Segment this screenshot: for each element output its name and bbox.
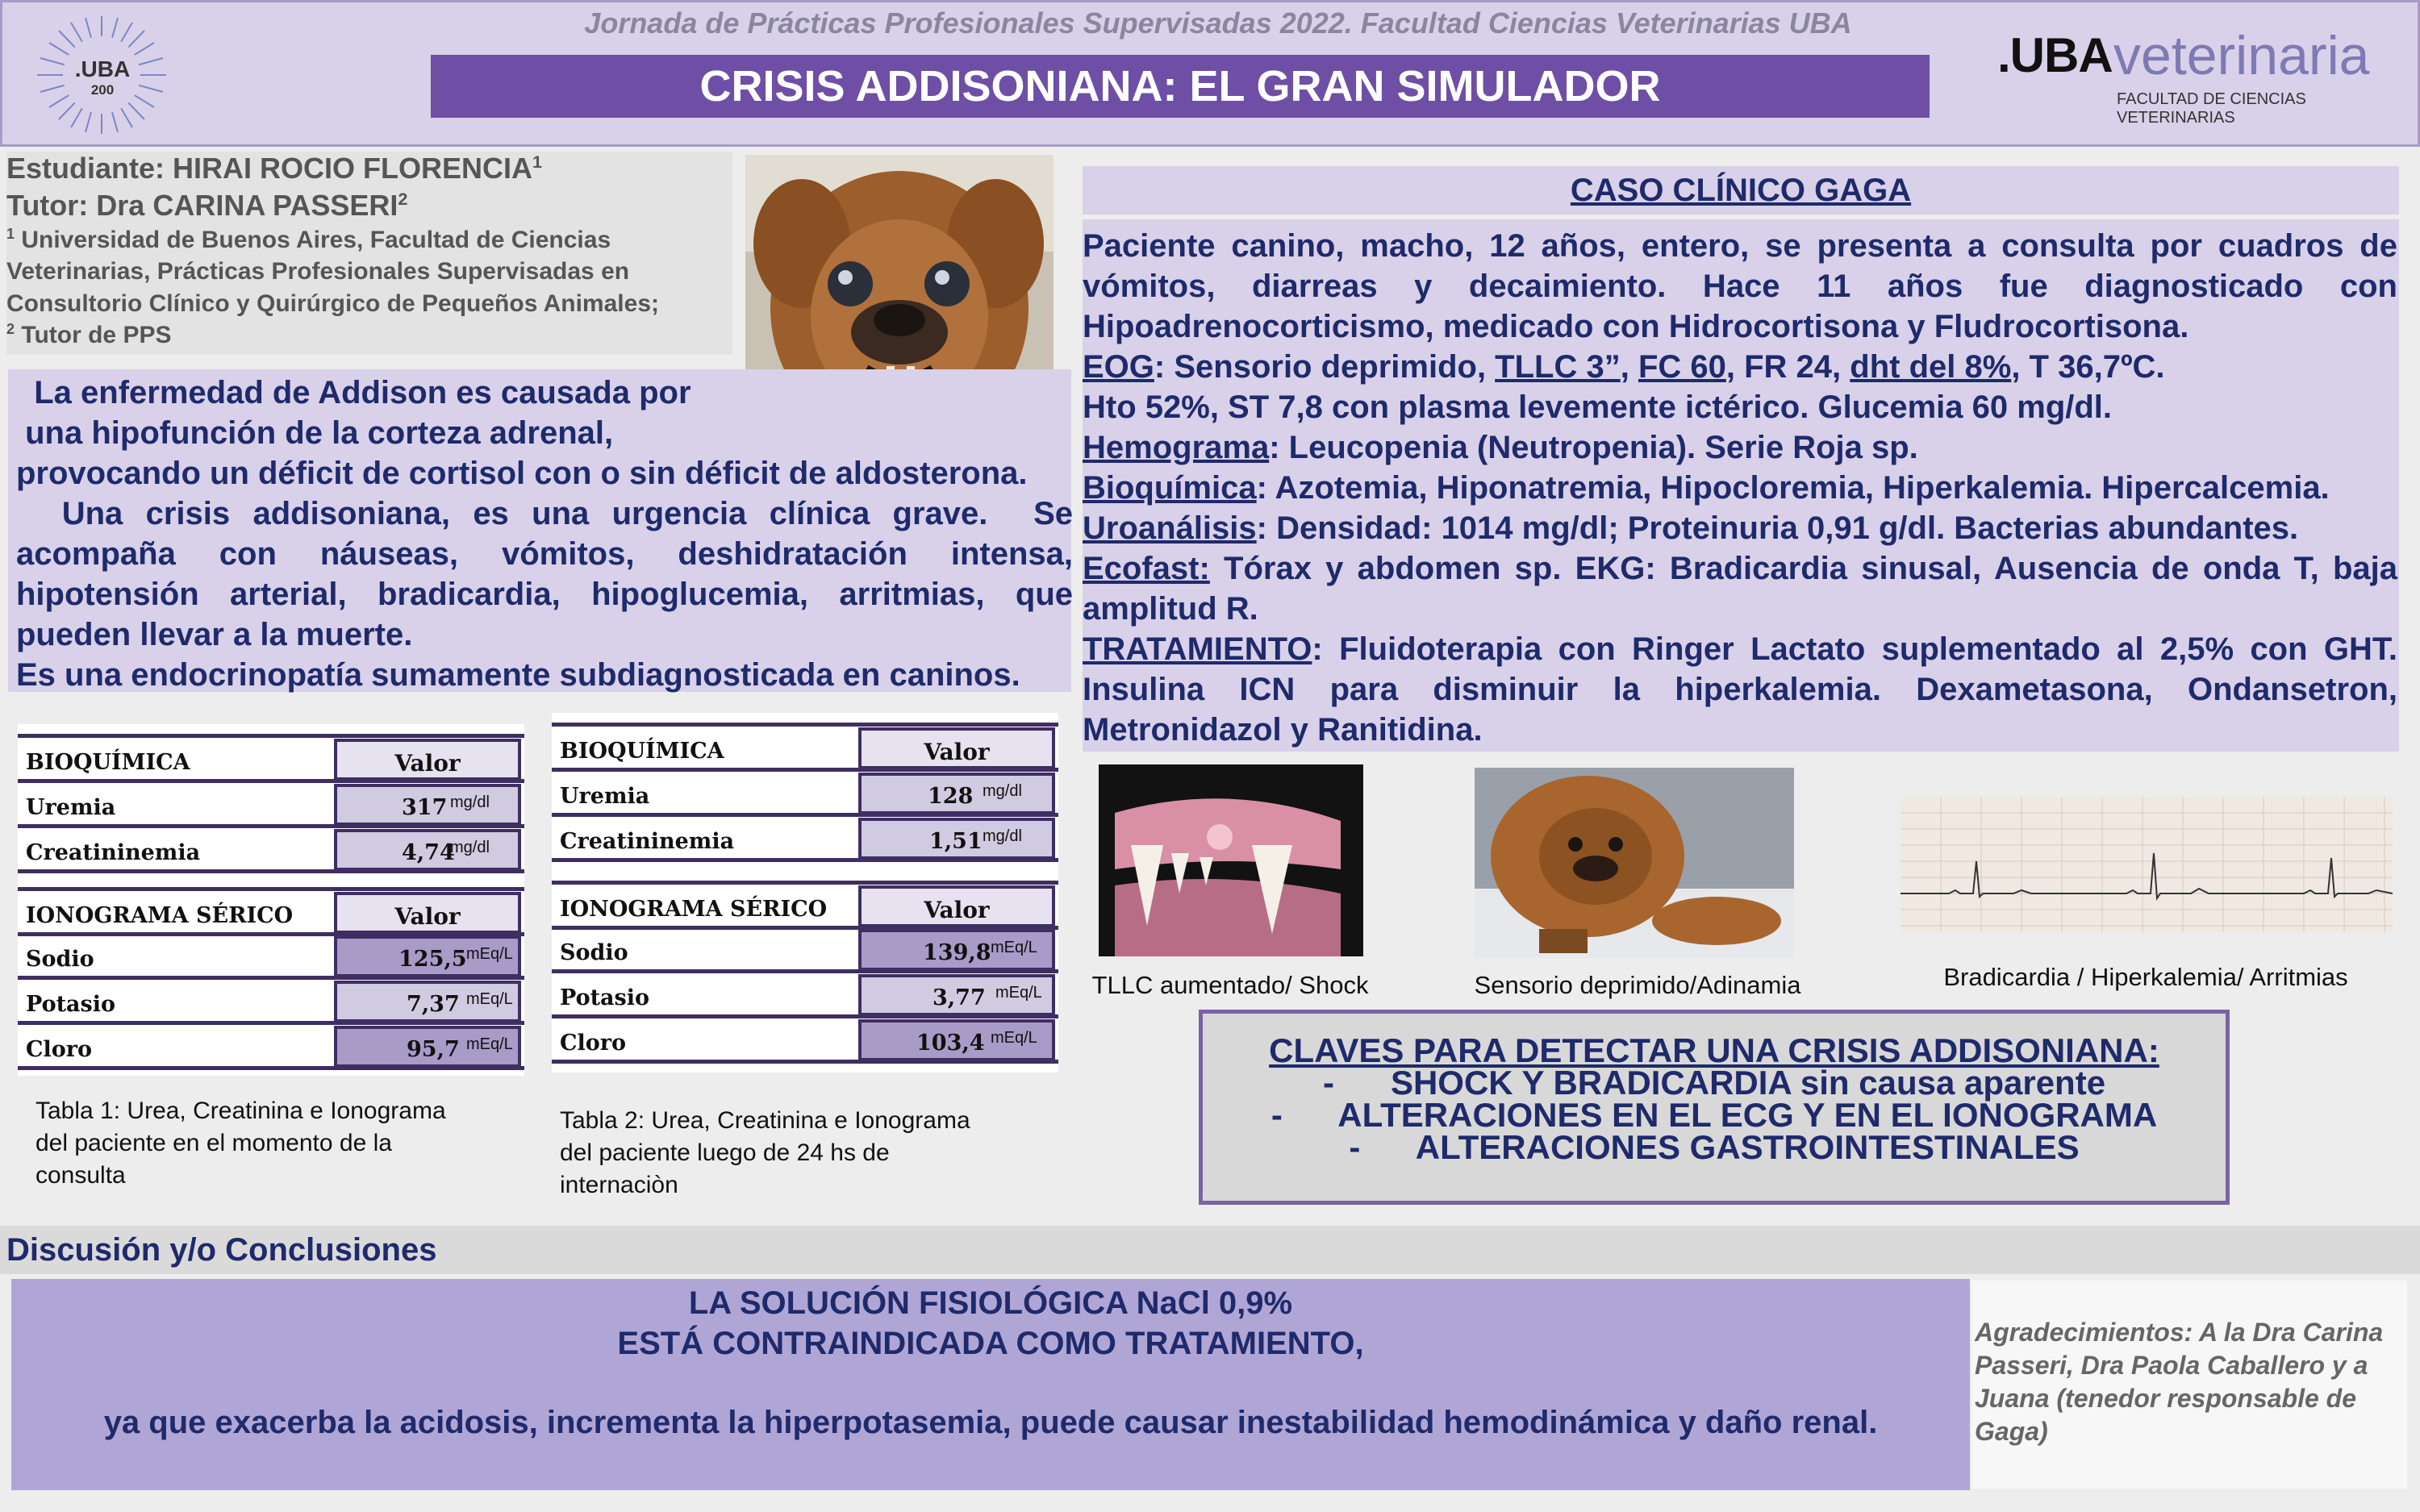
- lab-table-1: [18, 724, 524, 1076]
- affiliation-1-line-1: [6, 226, 611, 254]
- table-header-bioquimica: BIOQUÍMICA: [26, 750, 190, 775]
- hemograma-label: Hemograma: [1083, 430, 1270, 465]
- caption-line: del paciente luego de 24 hs de: [560, 1139, 890, 1166]
- table-header-valor-box: [858, 727, 1055, 769]
- intro-line: acompaña con náuseas, vómitos, deshidratación intensa,: [16, 536, 1073, 572]
- intro-line: Es una endocrinopatía sumamente subdiagnosticada en caninos.: [16, 657, 1020, 693]
- aff1-sup: 1: [6, 226, 15, 242]
- table-rule: [552, 768, 1058, 772]
- table-rule: [552, 1060, 1058, 1064]
- ecofast-label: Ecofast:: [1083, 551, 1210, 586]
- bioquimica-label: Bioquímica: [1083, 470, 1257, 506]
- table-rule: [552, 1014, 1058, 1018]
- keys-box: [1199, 1010, 2230, 1205]
- depressed-dog-photo: [1475, 768, 1794, 958]
- table-value-cell: [334, 829, 521, 871]
- brand-subtitle: FACULTAD DE CIENCIAS VETERINARIAS: [2117, 90, 2306, 127]
- brand-veterinaria: veterinaria: [2113, 25, 2370, 86]
- intro-box: [8, 369, 1071, 692]
- table-value-cell: [334, 981, 521, 1023]
- eog-sep: ,: [1620, 349, 1638, 385]
- table-unit: mEq/L: [991, 1029, 1037, 1047]
- case-hto: Hto 52%, ST 7,8 con plasma levemente ictérico. Glucemia 60 mg/dl.: [1083, 389, 2113, 425]
- uroanalisis-label: Uroanálisis: [1083, 510, 1257, 546]
- intro-line: provocando un déficit de cortisol con o sin déficit de aldosterona.: [16, 456, 1028, 491]
- table-row-label: Uremia: [26, 795, 116, 820]
- table-header-valor: Valor: [394, 903, 461, 930]
- tutor-sup: 2: [398, 189, 408, 209]
- table-2-caption: [560, 1105, 1060, 1202]
- case-tratamiento: [1083, 629, 2397, 750]
- caption-line: consulta: [35, 1162, 126, 1189]
- affiliation-1-line-3: Consultorio Clínico y Quirúrgico de Pequeños Animales;: [6, 290, 659, 317]
- intro-line: Una crisis addisoniana, es una urgencia clínica grave. Se: [16, 496, 1073, 531]
- tutor-line: [6, 189, 407, 223]
- table-value: 128: [928, 784, 974, 809]
- ecg-strip: [1901, 797, 2393, 932]
- intro-line: La enfermedad de Addison es causada por: [16, 375, 691, 410]
- table-rule: [552, 969, 1058, 973]
- conference-line: Jornada de Prácticas Profesionales Supervisadas 2022. Facultad Ciencias Veterinarias UBA: [584, 6, 1852, 40]
- case-eog: [1083, 347, 2397, 387]
- caption-line: internaciòn: [560, 1172, 678, 1198]
- case-hemograma: [1083, 427, 2397, 468]
- table-row-label: Creatininemia: [560, 829, 735, 854]
- keys-title: CLAVES PARA DETECTAR UNA CRISIS ADDISONIANA:: [1269, 1031, 2159, 1069]
- table-value-cell: [334, 935, 521, 977]
- table-unit: mEq/L: [995, 984, 1042, 1002]
- eog-text: , T 36,7ºC.: [2011, 349, 2165, 385]
- table-value-cell: [334, 784, 521, 826]
- table-rule: [18, 734, 524, 738]
- caption-line: Tabla 1: Urea, Creatinina e Ionograma: [35, 1098, 446, 1124]
- table-header-ionograma: IONOGRAMA SÉRICO: [26, 903, 294, 928]
- case-text: [1083, 226, 2397, 750]
- image-caption-ecg: Bradicardia / Hiperkalemia/ Arritmias: [1943, 963, 2348, 991]
- eog-label: EOG: [1083, 349, 1154, 385]
- table-rule: [18, 869, 524, 873]
- table-rule: [552, 858, 1058, 862]
- case-ecofast: [1083, 548, 2397, 629]
- table-value: 317: [402, 795, 448, 820]
- case-bioquimica: [1083, 468, 2397, 508]
- table-header-ionograma: IONOGRAMA SÉRICO: [560, 897, 828, 922]
- eog-fc: FC 60: [1638, 349, 1726, 385]
- table-1-caption: [35, 1095, 536, 1192]
- table-unit: mg/dl: [983, 782, 1022, 800]
- table-value: 1,51: [929, 829, 983, 854]
- table-value: 4,74: [402, 840, 455, 865]
- table-unit: mg/dl: [983, 827, 1022, 845]
- teeth-gum-photo: [1099, 764, 1363, 956]
- poster-title: CRISIS ADDISONIANA: EL GRAN SIMULADOR: [431, 55, 1930, 118]
- affiliation-1-line-2: Veterinarias, Prácticas Profesionales Supervisadas en: [6, 258, 630, 285]
- table-header-valor: Valor: [924, 739, 990, 765]
- table-row-label: Potasio: [26, 992, 116, 1017]
- discussion-header: [0, 1226, 2420, 1274]
- uba-logo-text: .UBA: [74, 56, 131, 81]
- case-box: [1083, 219, 2399, 752]
- eog-dht: dht del 8%: [1850, 349, 2012, 385]
- acknowledgements-text: Agradecimientos: A la Dra Carina Passeri, Dra Paola Caballero y a Juana (tenedor responsable de Gaga): [1975, 1318, 2384, 1446]
- table-value-cell: [334, 1026, 521, 1068]
- conclusion-line-2: ESTÁ CONTRAINDICADA COMO TRATAMIENTO,: [617, 1326, 1364, 1361]
- student-line: [6, 152, 542, 185]
- uba-logo-year: 200: [90, 82, 115, 98]
- case-uroanalisis: [1083, 508, 2397, 548]
- table-unit: mEq/L: [466, 990, 513, 1008]
- table-rule: [18, 779, 524, 783]
- table-value: 7,37: [407, 992, 460, 1017]
- table-row-label: Sodio: [560, 940, 628, 965]
- bioquimica-text: : Azotemia, Hiponatremia, Hipocloremia, Hiperkalemia. Hipercalcemia.: [1256, 470, 2330, 506]
- table-value: 103,4: [916, 1031, 985, 1056]
- table-rule: [18, 1021, 524, 1025]
- acknowledgements-box: [1971, 1281, 2407, 1489]
- table-rule: [18, 824, 524, 828]
- aff2-sup: 2: [6, 321, 15, 337]
- table-header-bioquimica: BIOQUÍMICA: [560, 739, 724, 764]
- intro-line: una hipofunción de la corteza adrenal,: [16, 415, 614, 451]
- conclusion-line-3: ya que exacerba la acidosis, incrementa la hiperpotasemia, puede causar inestabilidad hemodinámica y daño renal.: [103, 1405, 1878, 1440]
- caption-line: Tabla 2: Urea, Creatinina e Ionograma: [560, 1107, 970, 1134]
- table-header-valor-box: [334, 739, 521, 781]
- table-row-label: Uremia: [560, 784, 650, 809]
- table-header-valor: Valor: [394, 750, 461, 777]
- table-row-label: Cloro: [560, 1031, 626, 1056]
- ecofast-text: Tórax y abdomen sp. EKG: Bradicardia sinusal, Ausencia de onda T, baja amplitud R.: [1083, 551, 2397, 627]
- intro-line: hipotensión arterial, bradicardia, hipoglucemia, arritmias, que: [16, 577, 1073, 612]
- table-row-label: Sodio: [26, 947, 94, 972]
- table-rule: [18, 887, 524, 891]
- table-unit: mEq/L: [466, 945, 513, 963]
- table-header-valor: Valor: [924, 897, 990, 923]
- table-value-cell: [858, 929, 1055, 971]
- table-value: 95,7: [407, 1037, 460, 1062]
- table-rule: [552, 813, 1058, 817]
- table-value: 139,8: [923, 940, 991, 965]
- conclusion-line-1: LA SOLUCIÓN FISIOLÓGICA NaCl 0,9%: [688, 1285, 1293, 1321]
- table-header-valor-box: [334, 892, 521, 934]
- tutor-name: Tutor: Dra CARINA PASSERI: [6, 189, 398, 222]
- table-row-label: Cloro: [26, 1037, 92, 1062]
- eog-tllc: TLLC 3”: [1495, 349, 1621, 385]
- table-header-valor-box: [858, 885, 1055, 927]
- key-item: - ALTERACIONES EN EL ECG Y EN EL IONOGRAMA: [1270, 1096, 2158, 1134]
- intro-text: [16, 373, 1073, 695]
- table-unit: mEq/L: [991, 939, 1037, 956]
- student-name: Estudiante: HIRAI ROCIO FLORENCIA: [6, 152, 533, 185]
- aff2-text: Tutor de PPS: [15, 322, 172, 348]
- table-value-cell: [858, 773, 1055, 814]
- affiliation-2: [6, 321, 171, 349]
- key-item: - SHOCK Y BRADICARDIA sin causa aparente: [1322, 1064, 2106, 1102]
- lab-table-2: [552, 713, 1058, 1073]
- table-value: 125,5: [398, 947, 467, 972]
- table-rule: [552, 881, 1058, 885]
- student-sup: 1: [532, 152, 543, 172]
- table-rule: [18, 1066, 524, 1070]
- table-rule: [552, 723, 1058, 727]
- key-item: - ALTERACIONES GASTROINTESTINALES: [1349, 1128, 2080, 1166]
- case-paragraph: Paciente canino, macho, 12 años, entero, se presenta a consulta por cuadros de vómitos, diarreas y decaimiento. Hace 11 años fue diagnosticado con Hipoadrenocorticismo, medicado con Hidrocortisona y Fludrocortisona.: [1083, 228, 2397, 344]
- eog-text: , FR 24,: [1725, 349, 1850, 385]
- uba-veterinaria-logo: [1997, 25, 2401, 127]
- tratamiento-label: TRATAMIENTO: [1083, 631, 1312, 667]
- case-title: CASO CLÍNICO GAGA: [1083, 166, 2399, 215]
- table-row-label: Creatininemia: [26, 840, 201, 865]
- brand-uba: .UBA: [1997, 28, 2113, 82]
- authors-block: [6, 152, 732, 355]
- table-unit: mg/dl: [450, 793, 490, 811]
- table-value-cell: [858, 818, 1055, 860]
- uroanalisis-text: : Densidad: 1014 mg/dl; Proteinuria 0,91 g/dl. Bacterias abundantes.: [1256, 510, 2299, 546]
- table-unit: mg/dl: [450, 839, 490, 856]
- intro-line: pueden llevar a la muerte.: [16, 617, 413, 652]
- table-row-label: Potasio: [560, 985, 650, 1010]
- conclusion-box: [11, 1279, 1970, 1490]
- table-value: 3,77: [933, 985, 986, 1010]
- table-value-cell: [858, 974, 1055, 1016]
- table-value-cell: [858, 1019, 1055, 1061]
- image-caption-dog: Sensorio deprimido/Adinamia: [1474, 971, 1801, 999]
- image-caption-teeth: TLLC aumentado/ Shock: [1091, 971, 1369, 999]
- table-rule: [18, 976, 524, 980]
- discussion-heading: Discusión y/o Conclusiones: [6, 1232, 437, 1268]
- tratamiento-text: : Fluidoterapia con Ringer Lactato suplementado al 2,5% con GHT. Insulina ICN para disminuir la hiperkalemia. Dexametasona, Ondansetron, Metronidazol y Ranitidina.: [1083, 631, 2397, 748]
- caption-line: del paciente en el momento de la: [35, 1130, 392, 1156]
- table-unit: mEq/L: [466, 1035, 513, 1053]
- eog-text: : Sensorio deprimido,: [1154, 349, 1496, 385]
- aff1-text-1: Universidad de Buenos Aires, Facultad de Ciencias: [15, 227, 611, 253]
- hemograma-text: : Leucopenia (Neutropenia). Serie Roja sp.: [1269, 430, 1918, 465]
